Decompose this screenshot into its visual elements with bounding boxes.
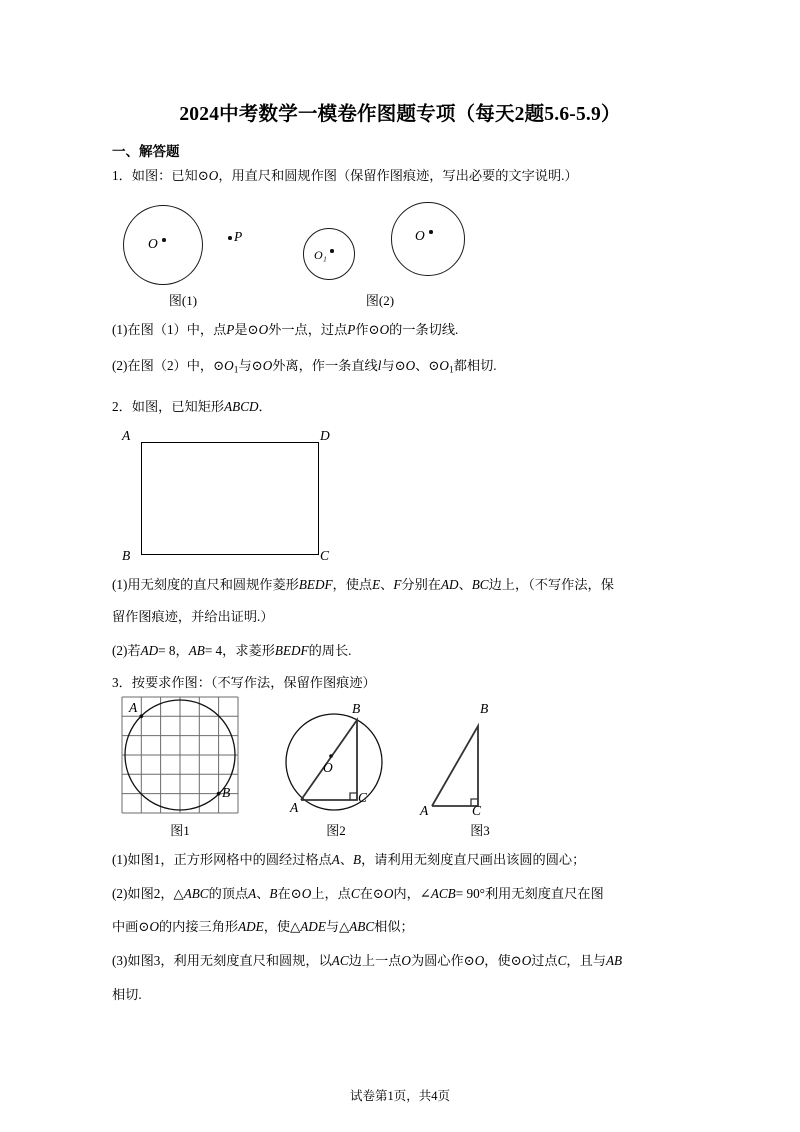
q3p2-n: ∠ACB [419, 886, 456, 901]
q1p1-a: (1)在图（1）中，点 [112, 322, 227, 337]
q1-fig1-label-p: P [234, 229, 243, 244]
q3p2l2-g: 与 [325, 919, 340, 934]
q2-part-1-line-2: 留作图痕迹，并给出证明.） [112, 609, 274, 624]
q1-fig2-label-o1-text: O₁ [314, 248, 327, 262]
q1-fig2-label-o1 [314, 248, 327, 263]
q3p2l2-e: ，使 [263, 919, 291, 934]
q2-label-d: D [320, 428, 330, 443]
q1-fig1-circle-o [123, 205, 203, 285]
q3p2-d: A [248, 886, 257, 901]
q1-part-2 [112, 356, 497, 381]
q3p2l2-b: O [149, 919, 159, 934]
question-2-stem [112, 397, 272, 417]
q1-part-1 [112, 320, 458, 340]
q2p2-b: AD [140, 643, 159, 658]
q3-fig3-label-c: C [472, 803, 482, 818]
q3-fig3-label-b: B [480, 701, 489, 716]
q2-label-c: C [320, 548, 330, 563]
q3p2l2-d: ADE [238, 919, 264, 934]
q3p2-k: 在⊙ [359, 886, 384, 901]
q1p2-i: 、⊙ [415, 358, 440, 373]
q2p2-e: = 4，求菱形 [204, 643, 275, 658]
q1p1-f: P [347, 322, 356, 337]
q3-part-3-line-1 [112, 951, 622, 971]
q1p1-c: 是⊙ [234, 322, 259, 337]
q2-label-a: A [122, 428, 131, 443]
q1-fig1-point-p-dot [228, 236, 232, 240]
q3p2l2-c: 的内接三角形 [158, 919, 239, 934]
grid-lines [122, 697, 238, 813]
q3-fig2-label-c: C [358, 790, 368, 805]
q3p3-c: 边上一点 [348, 953, 402, 968]
q1p2-k: 都相切. [453, 358, 497, 373]
section-heading: 一、解答题 [112, 144, 180, 159]
q1p2-g: 与⊙ [381, 358, 406, 373]
q3-fig3-caption: 图3 [470, 823, 490, 838]
q3p2-f: B [269, 886, 278, 901]
q1-fig2-caption: 图(2) [365, 293, 395, 308]
q3p2-e: 、 [256, 886, 270, 901]
q2p1-k: 边上，（不写作法，保 [488, 577, 614, 592]
page-footer: 试卷第1页，共4页 [349, 1089, 450, 1103]
q3-fig2-label-b: B [352, 701, 361, 716]
q2p1-d: E [372, 577, 381, 592]
q3p3-i: 过点 [531, 953, 558, 968]
q1-stem-suffix: ，用直尺和圆规作图（保留作图痕迹，写出必要的文字说明.） [218, 168, 578, 183]
q2-stem-c: ． [258, 399, 272, 414]
q1-fig2-o1-center-dot [330, 249, 334, 253]
question-1-stem [112, 166, 578, 186]
q2p2-d: AB [188, 643, 205, 658]
q1-fig2-o-center-dot [429, 230, 433, 234]
q3-fig2-label-a: A [290, 800, 299, 815]
q3p2l2-a: 中画⊙ [112, 919, 150, 934]
q3p2-b: △ABC [173, 886, 209, 901]
q3p2-j: C [350, 886, 360, 901]
q3-fig1-label-a: A [129, 700, 138, 715]
q3p1-e: ，请利用无刻度直尺画出该圆的圆心； [361, 852, 586, 867]
q1-stem-mid: O [208, 168, 219, 183]
q1p2-j-sub: 1 [448, 365, 454, 376]
q3-part-2-line-2 [112, 917, 414, 937]
q1p2-h: O [405, 358, 416, 373]
q3p2l2-i: 相似； [374, 919, 414, 934]
q3p2-m: 内， [393, 886, 420, 901]
q2p2-f: BEDF [274, 643, 309, 658]
q2p1-j: BC [471, 577, 489, 592]
q1p2-a: (2)在图（2）中，⊙ [112, 358, 225, 373]
q3-fig3-right-triangle [424, 710, 534, 815]
q1p1-e: 外一点，过点 [268, 322, 348, 337]
q3-part-1 [112, 850, 585, 870]
q1-fig1-caption: 图(1) [168, 293, 198, 308]
q1p1-i: 的一条切线. [389, 322, 459, 337]
q2p1-c: ，使点 [332, 577, 373, 592]
q3p3-b: AC [331, 953, 349, 968]
q3-part-2-line-1 [112, 884, 604, 904]
q3p3-f: O [474, 953, 485, 968]
q3-fig1-point-a-dot [139, 714, 143, 718]
q3p1-c: 、 [339, 852, 354, 867]
q3p2-c: 的顶点 [208, 886, 249, 901]
q2p1-b: BEDF [298, 577, 333, 592]
q3-fig2-circle-o [286, 714, 382, 810]
q1-stem-prefix: 1．如图：已知⊙ [112, 168, 209, 183]
q3p2l2-f: △ADE [290, 919, 326, 934]
q3p3-a: (3)如图3，利用无刻度直尺和圆规，以 [112, 953, 332, 968]
q3-fig2-label-o: O [323, 760, 333, 775]
q1p2-c: 与⊙ [238, 358, 263, 373]
q3p3-j: C [557, 953, 567, 968]
q3p1-d: B [353, 852, 362, 867]
q2p1-h: AD [440, 577, 459, 592]
q1-fig1-center-dot [162, 238, 166, 242]
q2-rectangle-abcd [141, 442, 319, 555]
q1p1-g: 作⊙ [355, 322, 380, 337]
q3-part-3-line-2: 相切. [112, 987, 142, 1002]
q3-fig3-triangle-abc [432, 726, 478, 806]
q2p1-i: 、 [458, 577, 472, 592]
q1p1-h: O [379, 322, 390, 337]
q3-fig1-point-b-dot [217, 792, 221, 796]
q3p3-k: ，且与 [566, 953, 606, 968]
q3-fig1-label-b: B [222, 785, 231, 800]
q2p2-g: 的周长. [308, 643, 352, 658]
page-title: 2024中考数学一模卷作图题专项（每天2题5.6-5.9） [179, 104, 621, 125]
q1p2-d: O [262, 358, 273, 373]
q2p1-f: F [393, 577, 402, 592]
q3-fig2-center-dot [329, 754, 333, 758]
q3p3-l: AB [605, 953, 623, 968]
q3p2-h: O [301, 886, 312, 901]
q2-part-1-line-1 [112, 575, 614, 595]
q2p1-e: 、 [380, 577, 394, 592]
q2p2-a: (2)若 [112, 643, 141, 658]
q3-fig3-label-a: A [420, 803, 429, 818]
question-3-stem: 3．按要求作图：（不写作法，保留作图痕迹） [112, 675, 376, 690]
q3p2-g: 在⊙ [277, 886, 302, 901]
q3p3-e: 为圆心作⊙ [410, 953, 475, 968]
q1p1-d: O [258, 322, 269, 337]
q3p2-a: (2)如图2， [112, 886, 174, 901]
q2p1-a: (1)用无刻度的直尺和圆规作菱形 [112, 577, 299, 592]
q3p2-i: 上，点 [311, 886, 351, 901]
q3p3-h: O [521, 953, 532, 968]
q3p2-l: O [383, 886, 394, 901]
q2p1-g: 分别在 [401, 577, 441, 592]
q3p1-b: A [331, 852, 340, 867]
q2-label-b: B [122, 548, 131, 563]
q3p2-o: = 90°利用无刻度直尺在图 [455, 886, 604, 901]
q3-fig2-caption: 图2 [326, 823, 346, 838]
q3-fig1-caption: 图1 [170, 823, 190, 838]
q2-stem-b: ABCD [224, 399, 259, 414]
q3-fig2-right-angle-mark [350, 793, 357, 800]
q3p3-d: O [401, 953, 411, 968]
q1-fig2-circle-o [391, 202, 465, 276]
q3p3-g: ，使⊙ [484, 953, 522, 968]
q1-fig2-circle-o1 [303, 228, 355, 280]
q2-stem-a: 2．如图，已知矩形 [112, 399, 225, 414]
q1p2-b-sub: 1 [233, 365, 239, 376]
q1p2-e: 外离，作一条直线 [272, 358, 378, 373]
q1p1-b: P [226, 322, 235, 337]
q1p2-b: O [224, 358, 234, 373]
q1-fig1-label-o: O [148, 236, 158, 251]
q3p2l2-h: △ABC [339, 919, 375, 934]
q2-part-2 [112, 641, 351, 661]
q1p2-j: O [439, 358, 449, 373]
q2p2-c: = 8， [158, 643, 189, 658]
q1p2-f: l [377, 358, 382, 373]
q1-fig2-label-o: O [415, 228, 425, 243]
q3p1-a: (1)如图1，正方形网格中的圆经过格点 [112, 852, 332, 867]
